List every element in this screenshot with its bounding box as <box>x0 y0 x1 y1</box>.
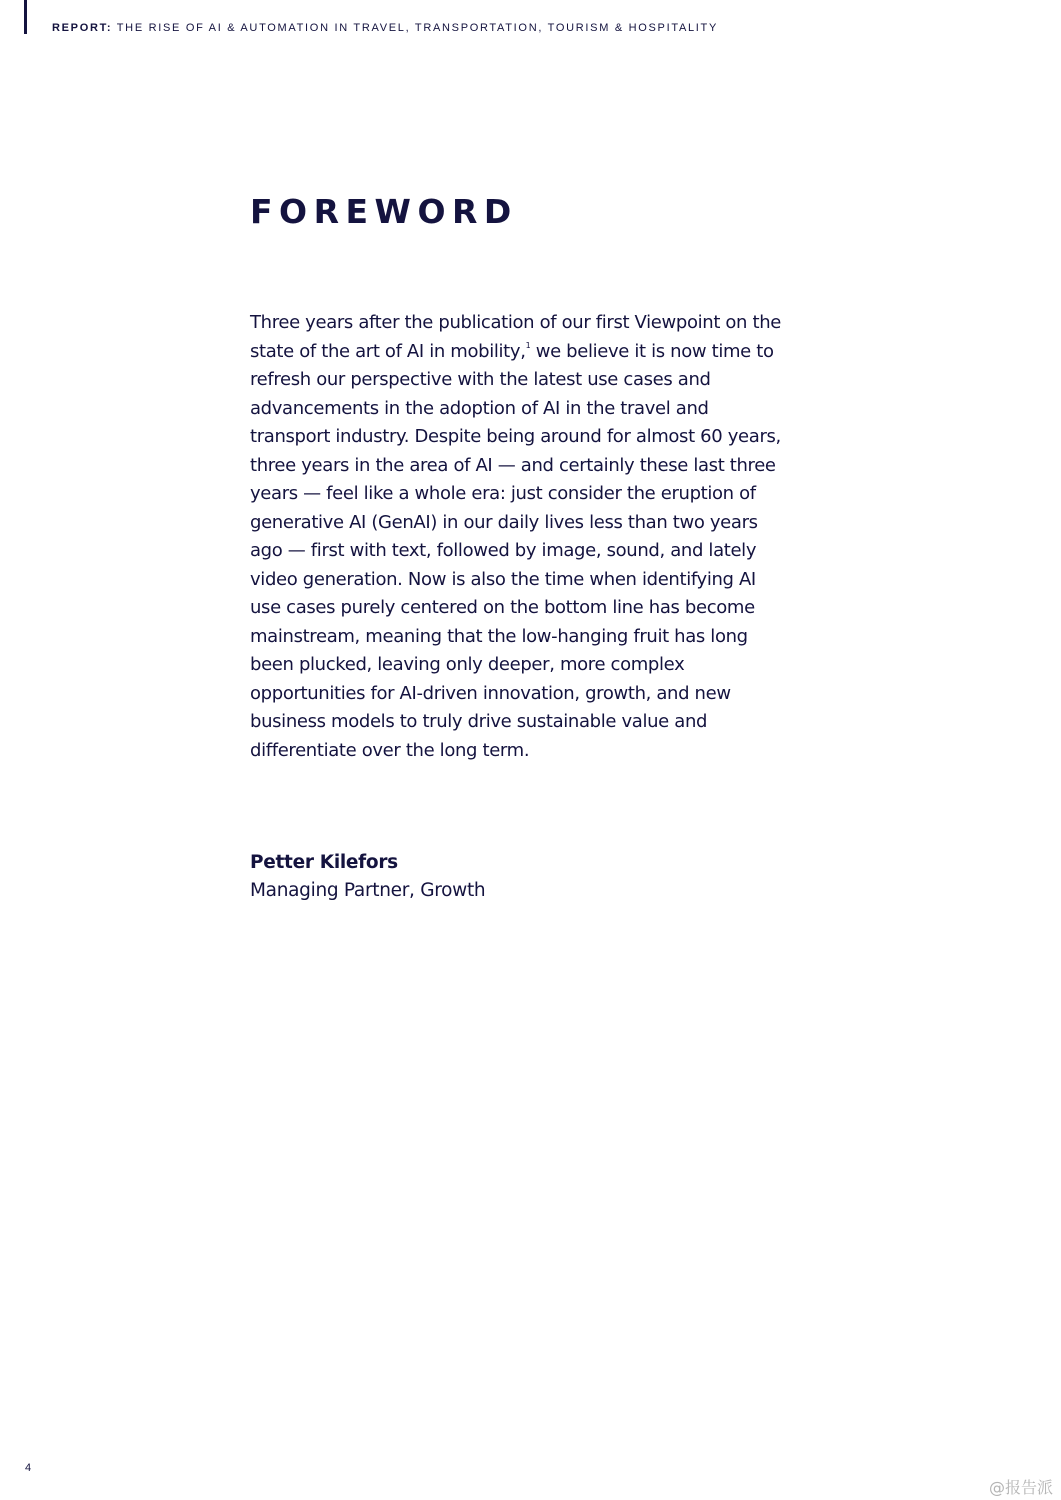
running-header <box>52 22 718 34</box>
running-header-title: THE RISE OF AI & AUTOMATION IN TRAVEL, TRANSPORTATION, TOURISM & HOSPITALITY <box>116 22 719 34</box>
running-header-label: REPORT: <box>52 22 113 34</box>
footnote-reference[interactable]: 1 <box>525 340 531 350</box>
foreword-text-part-1: Three years after the publication of our first Viewpoint on the state of the art of AI in mobility, <box>250 312 781 362</box>
signature-name: Petter Kilefors <box>250 852 398 873</box>
watermark: @报告派 <box>988 1478 1053 1497</box>
signature-title: Managing Partner, Growth <box>250 880 486 901</box>
foreword-text-part-2: we believe it is now time to refresh our perspective with the latest use cases and advancements in the adoption of AI in the travel and transport industry. Despite being around for almost 60 years, three years in the area of AI — and certainly these last three years — feel like a whole era: just consider the eruption of generative AI (GenAI) in our daily lives less than two years ago — first with text, followed by image, sound, and lately video generation. Now is also the time when identifying AI use cases purely centered on the bottom line has become mainstream, meaning that the low-hanging fruit has long been plucked, leaving only deeper, more complex opportunities for AI-driven innovation, growth, and new business models to truly drive sustainable value and differentiate over the long term. <box>250 340 781 761</box>
header-accent-bar <box>24 0 27 34</box>
page-number: 4 <box>25 1462 32 1474</box>
foreword-body <box>250 309 790 765</box>
page-title: FOREWORD <box>250 192 518 231</box>
